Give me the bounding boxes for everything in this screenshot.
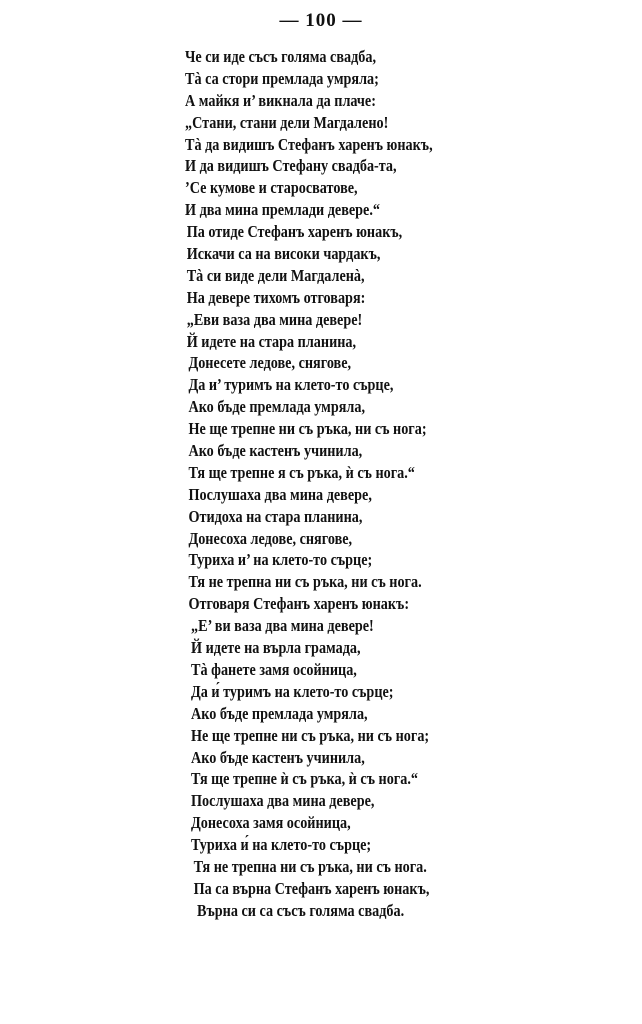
poem-line: Й идете на стара планина, — [186, 331, 357, 351]
poem-line: ’Се кумове и старосватове, — [185, 178, 358, 198]
poem-line: Искачи са на високи чардакъ, — [186, 244, 381, 264]
poem-line: Тà фанете замя осойница, — [191, 659, 357, 679]
poem-line: Ако бъде премлада умряла, — [191, 703, 368, 723]
poem-line: Ако бъде премлада умряла, — [188, 397, 366, 417]
poem-line: Донесоха ледове, снягове, — [188, 528, 353, 548]
poem-line: „Е’ ви ваза два мина девере! — [191, 616, 374, 636]
poem-line: Отидоха на стара планина, — [188, 506, 363, 526]
poem-line: Тя не трепна ни съ ръка, ни съ нога. — [193, 856, 427, 876]
poem-line: Туриха и́ на клето-то сърце; — [191, 835, 372, 855]
poem-line: Послушаха два мина девере, — [191, 791, 375, 811]
poem-text — [185, 46, 625, 922]
poem-line: Да и́ туримъ на клето-то сърце; — [191, 681, 394, 701]
poem-line: Па отиде Стефанъ харенъ юнакъ, — [186, 222, 403, 242]
poem-line: Туриха и’ на клето-то сърце; — [188, 550, 373, 570]
poem-line: „Еви ваза два мина девере! — [186, 309, 363, 329]
poem-line: Тà са стори премлада умряла; — [185, 68, 379, 88]
poem-line: Тя ще трепне я съ ръка, ѝ съ нога.“ — [188, 462, 415, 482]
poem-line: Отговаря Стефанъ харенъ юнакъ: — [188, 594, 410, 614]
poem-line: Тя ще трепне ѝ съ ръка, ѝ съ нога.“ — [191, 769, 418, 789]
poem-line: Ако бъде кастенъ учинила, — [188, 441, 363, 461]
poem-line: И да видишъ Стефану свадба-та, — [185, 156, 397, 176]
poem-line: Че си иде съсъ голяма свадба, — [185, 47, 377, 66]
poem-line: Да и’ туримъ на клето-то сърце, — [188, 375, 394, 395]
poem-line: А майкя и’ викнала да плаче: — [185, 90, 376, 110]
poem-line: Не ще трепне ни съ ръка, ни съ нога; — [188, 419, 427, 439]
poem-line: Ако бъде кастенъ учинила, — [191, 747, 365, 767]
poem-line: „Стани, стани дели Магдалено! — [185, 112, 389, 132]
poem-line: И два мина премлади девере.“ — [185, 200, 380, 220]
poem-line: Послушаха два мина девере, — [188, 484, 372, 504]
poem-line: Тà да видишъ Стефанъ харенъ юнакъ, — [185, 134, 433, 154]
poem-line: На девере тихомъ отговаря: — [186, 287, 366, 307]
poem-line: Не ще трепне ни съ ръка, ни съ нога; — [191, 725, 430, 745]
poem-line: Тя не трепна ни съ ръка, ни съ нога. — [188, 572, 422, 592]
poem-line: Донесоха замя осойница, — [191, 813, 351, 833]
poem-line: Й идете на върла грамада, — [191, 638, 361, 658]
poem-line: Тà си виде дели Магдаленà, — [186, 265, 365, 285]
poem-line: Донесете ледове, снягове, — [188, 353, 352, 373]
poem-line: Па са върна Стефанъ харенъ юнакъ, — [193, 878, 430, 898]
page-number-header: — 100 — — [279, 10, 363, 31]
poem-line: Върна си са съсъ голяма свадба. — [197, 900, 405, 920]
